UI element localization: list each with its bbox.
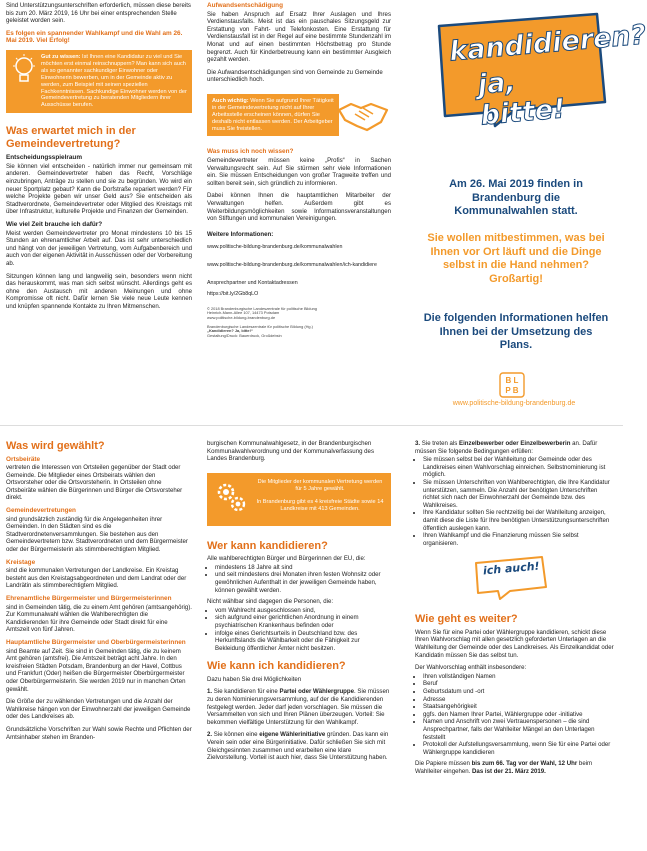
list-item: • vom Wahlrecht ausgeschlossen sind,: [215, 607, 391, 615]
para-wahlvorschlag: Der Wahlvorschlag enthält insbesondere:: [415, 664, 527, 672]
cover-url[interactable]: www.politische-bildung-brandenburg.de: [452, 400, 576, 407]
list-item: • und seit mindestens drei Monaten ihren festen Wohnsitz oder gewöhnlichen Aufenthalt in der jeweiligen Gemeinde haben, können gewählt werden.: [215, 571, 391, 594]
para-nicht-waehlbar: Nicht wählbar sind dagegen die Personen, die:: [207, 598, 334, 606]
sub-entscheidung: Entscheidungsspielraum: [6, 154, 82, 162]
para-moeglichkeiten: Dazu haben Sie drei Möglichkeiten: [207, 675, 302, 683]
para-aufwand-2: Die Aufwandsentschädigungen sind von Gemeinde zu Gemeinde unterschiedlich hoch.: [207, 68, 383, 84]
para-sitzungen: Sitzungen können lang und langweilig sein, besonders wenn nicht das herauskommt, was man sich selbst wünscht. Allerdings geht es ohne den Austausch mit anderen Meinungen und ohne Kompromisse oft nicht. Dafür lernen Sie viele neue Leute kennen und knüpfen spannende Kontakte zu Ihren Mitmenschen.: [6, 272, 192, 310]
option-1: 1. Sie kandidieren für eine Partei oder Wählergruppe. Sie müssen zu deren Nominierungsversammlung, auf der die Kandidierenden festgelegt werden. Jeder darf jeden vorschlagen. Sie müssen die Versammelten von sich und Ihren Plänen überzeugen. Vorteil: Sie bekommen vielfältige Unterstützung für den Wahlkampf.: [207, 688, 390, 726]
gears-icon: [213, 479, 249, 518]
sub-kreistage: Kreistage: [6, 558, 36, 566]
list-item: • Protokoll der Aufstellungsversammlung, wenn Sie für eine Partei oder Wählergruppe kandidieren: [423, 741, 615, 756]
list-item: • ggfs. den Namen Ihrer Partei, Wählergruppe oder -initiative: [423, 711, 615, 719]
imprint-5: „Kandidieren? Ja, bitte!“: [207, 328, 253, 334]
handshake-icon: [337, 96, 389, 137]
important-box: Auch wichtig: Wenn Sie aufgrund Ihrer Tätigkeit in der Gemeindevertretung nicht auf Ihrer Arbeitsstelle erscheinen können, dürfen Sie deshalb nicht entlassen werden. Der Arbeitgeber muss Sie freistellen.: [207, 94, 339, 137]
links-heading: Weitere Informationen:: [207, 230, 274, 238]
logo-line-2: ja, bitte!: [476, 66, 567, 132]
para-gemeindevertretungen: sind grundsätzlich zuständig für die Angelegenheiten ihrer Gemeinden. In den Städten sind es die Stadtverordnetenversammlungen. Sie bestehen aus den Gemeindevertretern bzw. Stadtverordneten und dem Bürgermeister oder der Bürgermeisterin als stimmberechtigtem Mitglied.: [6, 515, 188, 554]
cover-date: Am 26. Mai 2019 finden in Brandenburg die Kommunalwahlen statt.: [449, 178, 583, 217]
para-gesetze: burgischen Kommunalwahlgesetz, in der Brandenburgischen Kommunalwahlverordnung und der Kommunalverfassung des Landes Brandenburg.: [207, 440, 374, 463]
heading-gemeindevertretung: Was erwartet mich in der Gemeindevertretung?: [6, 125, 136, 150]
bottom-left-column: [6, 440, 192, 746]
list-waehlbar: [207, 564, 391, 594]
list-einzelbewerber: [415, 456, 615, 547]
para-zeit: Meist werden Gemeindevertreter pro Monat mindestens 10 bis 15 Stunden an ehrenamtlicher Arbeit auf. Das ist sehr unterschiedlich und hängt von der jeweiligen Vertretung, vom Aufgabenbereich und auch von der eigenen Aktivität in Ausschüssen oder der Vorbereitung ab.: [6, 229, 192, 267]
title-logo: [419, 10, 647, 132]
cover-panel: [405, 0, 647, 420]
top-left-column: [6, 2, 192, 316]
heading-wer-kann: Wer kann kandidieren?: [207, 539, 328, 552]
list-item: • mindestens 18 Jahre alt sind: [215, 564, 391, 572]
para-hilfe: Dabei können Ihnen die hauptamtlichen Mitarbeiter der Verwaltungen helfen. Außerdem gibt es Weiterbildungsmöglichkeiten sowie Informationsveranstaltungen von Stiftungen und kommunalen Vereinigungen.: [207, 192, 391, 223]
link-kommunalwahlen[interactable]: www.politische-bildung-brandenburg.de/kommunalwahlen: [207, 244, 343, 251]
para-groesse: Die Größe der zu wählenden Vertretungen und die Anzahl der Wahlkreise hängen von der Einwohnerzahl der jeweiligen Gemeinde oder des Landkreises ab.: [6, 698, 191, 721]
list-item: • Adresse: [423, 696, 615, 704]
sub-gemeindevertretungen: Gemeindevertretungen: [6, 507, 76, 515]
tip-text: Gut zu wissen: Ist Ihnen eine Kandidatur zu viel und Sie möchten erst einmal reinschnuppern? Man kann sich auch als so genannter sachkundiger Einwohner oder Einwohnerin bewerben, um in der Gemeinde aktiv zu werden, zum Beispiel mit seinen speziellen Fachkenntnissen. Sachkundige Einwohner werden von der Gemeindevertretung zu beratenden Mitgliedern ihrer Ausschüsse berufen.: [41, 53, 187, 109]
imprint-2: Heinrich-Mann-Allee 107, 14473 Potsdam: [207, 310, 280, 316]
para-frist: Die Papiere müssen bis zum 66. Tag vor der Wahl, 12 Uhr beim Wahlleiter eingehen. Das ist der 21. März 2019.: [415, 760, 593, 775]
sticker-ich-auch: [415, 553, 615, 605]
para-entscheidung: Sie können viel entscheiden - natürlich immer nur gemeinsam mit anderen. Gemeindevertreter haben das Recht, Vorschläge einzubringen, Anträge zu stellen und sie zu begründen. Wo wird ein neuer Sportplatz gebaut? Kann die Dorfstraße repariert werden? Für welche Projekte geben wir unser Geld aus? Sie entscheiden als Stadtverordnete, Gemeindevertreter oder Mitglied des Kreistags mit über Infrastruktur, kulturelle Projekte und Finanzen der Gemeinden.: [6, 162, 192, 216]
logo-line-1: kandidieren?: [448, 19, 647, 68]
list-item: • Ihren vollständigen Namen: [423, 673, 615, 681]
list-item: • infolge eines Gerichtsurteils in Deutschland bzw. des Herkunftslands die Wählbarkeit oder die Fähigkeit zur Bekleidung öffentlicher Ämter nicht besitzen.: [215, 630, 391, 653]
list-item: • sich aufgrund einer gerichtlichen Anordnung in einem psychiatrischen Krankenhaus befinden oder: [215, 614, 391, 629]
fold-divider: [0, 425, 623, 426]
heading-wie-kandidieren: Wie kann ich kandidieren?: [207, 660, 346, 673]
intro-text: Sind Unterstützungsunterschriften erforderlich, müssen diese bereits bis zum 20. März 2019, 16 Uhr bei einer entsprechenden Stelle geleistet worden sein.: [6, 2, 191, 25]
list-item: • Beruf: [423, 680, 615, 688]
para-wissen: Gemeindevertreter müssen keine „Profis“ in Sachen Verwaltungsrecht sein. Auf Sie stürmen sehr viele Informationen ein. Sie müssen Entscheidungen von großer Tragweite treffen und sollten bereit sein, sich gründlich zu informieren.: [207, 157, 391, 187]
imprint-4: Brandenburgische Landeszentrale für politische Bildung (Hg.): [207, 323, 313, 329]
option-3: 3. Sie treten als Einzelbewerber oder Einzelbewerberin an. Dafür müssen Sie folgende Bedingungen erfüllen:: [415, 440, 598, 455]
para-ortsbeiraete: vertreten die Interessen von Ortsteilen gegenüber der Stadt oder Gemeinde. Die Mitglieder eines Ortsbeirats wählen den Ortsvorsteher oder die Ortsvorsteherin. In Ortsteilen ohne Ortsbeiräte wählen die Bürgerinnen und Bürger die Ortsvorsteher direkt.: [6, 464, 183, 502]
sub-hauptamtliche: Hauptamtliche Bürgermeister und Oberbürgermeisterinnen: [6, 638, 186, 646]
list-item: • Sie müssen Unterschriften von Wahlberechtigten, die Ihre Kandidatur unterstützen, sammeln. Die Anzahl der benötigten Unterschriften richtet sich nach der Einwohnerzahl der Gemeinde bzw. des Wahlkreises.: [423, 479, 615, 509]
cover-call: Sie wollen mitbestimmen, was bei Ihnen vor Ort läuft und die Dinge selbst in die Hand nehmen? Großartig!: [427, 232, 605, 285]
imprint-1: © 2018 Brandenburgische Landeszentrale für politische Bildung: [207, 305, 317, 311]
svg-text:P B: P B: [505, 386, 519, 395]
heading-was-gewaehlt: Was wird gewählt?: [6, 440, 105, 452]
para-wahlberechtigt: Alle wahlberechtigten Bürger und Bürgerinnen der EU, die:: [207, 555, 366, 563]
list-item: • Geburtsdatum und -ort: [423, 688, 615, 696]
lightbulb-icon: [11, 54, 37, 109]
para-hauptamtliche: sind Beamte auf Zeit. Sie sind in Gemeinden tätig, die zu keinem Amt gehören (amtsfrei). Die Amtszeit beträgt acht Jahre. In den kreisfreien Städten Potsdam, Brandenburg an der Havel, Cottbus und Frankfurt (Oder) heißen die Bürgermeister Oberbürgermeister oder Oberbürgermeisterin. Sie werden 2019 nur in manchen Orten gewählt.: [6, 647, 186, 693]
list-item: • Namen und Anschrift von zwei Vertrauenspersonen – die sind Ansprechpartner, falls der Wahlleiter Mängel an den Unterlagen feststellt: [423, 718, 615, 741]
contact-heading: Ansprechpartner und Kontaktadressen: [207, 279, 298, 286]
cover-info: Die folgenden Informationen helfen Ihnen bei der Umsetzung des Plans.: [423, 312, 609, 351]
heading-wissen: Was muss ich noch wissen?: [207, 148, 294, 156]
imprint-6: Gestaltung/Druck: Bauerdruck, Großdebsin: [207, 332, 282, 338]
para-vorschriften: Grundsätzliche Vorschriften zur Wahl sowie Rechte und Pflichten der Amtsinhaber stehen im Branden-: [6, 725, 192, 741]
list-item: • Ihren Wahlkampf und die Finanzierung müssen Sie selbst organisieren.: [423, 532, 615, 547]
sticker-text: ich auch!: [482, 559, 541, 578]
facts-text: Die Mitglieder der kommunalen Vertretung werden für 5 Jahre gewählt. In Brandenburg gibt es 4 kreisfreie Städte sowie 14 Landkreise mit 413 Gemeinden.: [256, 478, 384, 512]
para-weiter: Wenn Sie für eine Partei oder Wählergruppe kandidieren, schickt diese Ihren Wahlvorschlag mit allen gesetzlich geforderten Unterlagen an die Wahlleitung der Gemeinde oder des Landkreises. Als Einzelkandidat oder Kandidatin müssen Sie das selbst tun.: [415, 628, 614, 659]
imprint-3: www.politische-bildung-brandenburg.de: [207, 314, 276, 320]
link-contact[interactable]: https://bit.ly/2Gb8qLO: [207, 291, 259, 298]
intro-bold: Es folgen ein spannender Wahlkampf und die Wahl am 26. Mai 2019. Viel Erfolg!: [6, 29, 183, 45]
bottom-mid-column: [207, 440, 391, 767]
para-ehrenamtliche: sind in Gemeinden tätig, die zu einem Amt gehören (amtsangehörig). Zur Kommunalwahl wählen die Wahlberechtigten die Kandidierenden für ihre Gemeinde oder Stadt direkt für eine Amtszeit von fünf Jahren.: [6, 603, 192, 634]
list-item: • Staatsangehörigkeit: [423, 703, 615, 711]
svg-text:B L: B L: [505, 376, 519, 385]
para-kreistage: sind die kommunalen Vertretungen der Landkreise. Ein Kreistag besteht aus den Kreistagsabgeordneten und dem Landrat oder der Landrätin als stimmberechtigtem Mitglied.: [6, 567, 187, 590]
sub-ortsbeiraete: Ortsbeiräte: [6, 455, 41, 463]
sub-ehrenamtliche: Ehrenamtliche Bürgermeister und Bürgermeisterinnen: [6, 595, 172, 602]
list-item: • Sie müssen selbst bei der Wahlleitung der Gemeinde oder des Landkreises einen Wahlvorschlag einreichen. Selbstnominierung ist möglich.: [423, 456, 615, 479]
list-wahlvorschlag: [415, 673, 615, 757]
list-nicht-waehlbar: [207, 607, 391, 653]
list-item: • Ihre Kandidatur sollten Sie rechtzeitig bei der Wahlleitung anzeigen, damit diese die Liste für Ihre benötigten Unterstützungsunterschriften öffentlich auslegen kann.: [423, 509, 615, 532]
tip-box: [6, 50, 192, 113]
bottom-right-column: [415, 440, 615, 781]
heading-wie-weiter: Wie geht es weiter?: [415, 613, 518, 626]
sub-zeit: Wie viel Zeit brauche ich dafür?: [6, 220, 103, 228]
para-aufwand: Sie haben Anspruch auf Ersatz Ihrer Auslagen und Ihres Verdienstausfalls. Meist ist das ein pauschales Sitzungsgeld zur Erstattung von Fahrt- und Telefonkosten. Eine Erstattung für Verdienstausfall ist in der Regel auf eine bestimmte Stundenzahl im Monat und auf einen bestimmten Höchstbetrag pro Stunde begrenzt. Auch für Kinderbetreuung kann ein bestimmter Ausgleich gezahlt werden.: [207, 10, 391, 64]
option-2: 2. Sie können eine eigene Wählerinitiative gründen. Das kann ein Verein sein oder eine Bürgerinitiative. Dafür schließen Sie sich mit Gleichgesinnten zusammen und erarbeiten eine klare Zielvorstellung. Vorteil ist auch hier, dass Sie Unterstützung haben.: [207, 731, 389, 762]
top-mid-column: [207, 2, 391, 338]
heading-aufwand: Aufwandsentschädigung: [207, 2, 283, 9]
facts-box: [207, 473, 391, 526]
pbb-logo-icon: [498, 372, 526, 403]
link-ich-kandidiere[interactable]: www.politische-bildung-brandenburg.de/kommunalwahlen/ich-kandidiere: [207, 262, 377, 268]
